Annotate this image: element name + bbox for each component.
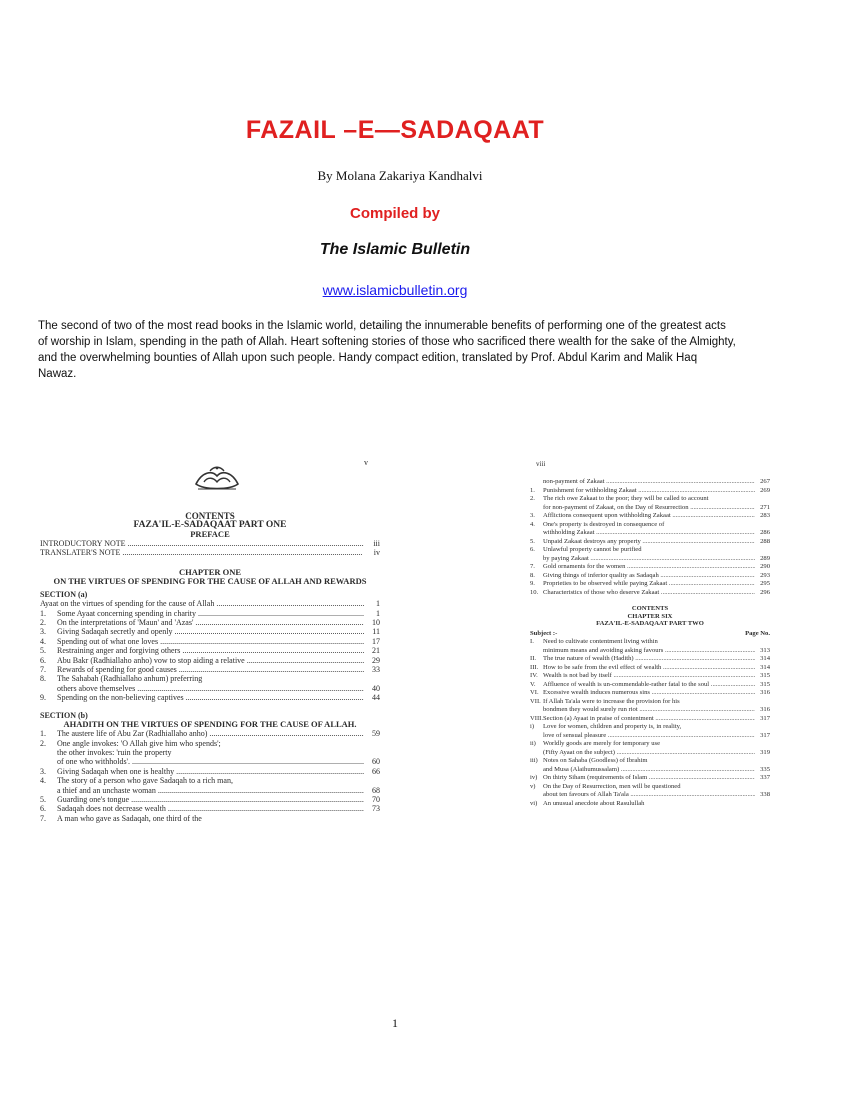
website-link[interactable]: www.islamicbulletin.org <box>322 282 468 298</box>
toc-entry-page: 288 <box>760 537 770 545</box>
toc-entry-number: 7. <box>530 563 535 570</box>
book-description: The second of two of the most read books in the Islamic world, detailing the innumerable benefits of performing one of the greatest acts of worship in Islam, spending in the path of Allah. Heart softening stories of those who sacrificed there wealth for the sake of the Almighty, and the overwhelming bounties of Allah upon such people. Handy compact edition, translated by Prof. Abdul Karim and Malik Haq Nawaz. <box>38 320 736 380</box>
toc-entry-page: 29 <box>372 655 380 665</box>
toc-entry <box>530 757 770 766</box>
toc-entry-page <box>755 740 770 749</box>
toc-entry-text: and Musa (Alaihumussalam) ..... <box>543 766 755 775</box>
toc-entry-number: VII. <box>530 697 541 705</box>
toc-entry-text: Some Ayaat concerning spending in charity ..... <box>57 609 364 618</box>
toc-entry-number: 8. <box>530 571 535 579</box>
toc-entry <box>40 674 380 683</box>
toc-entry-number <box>530 766 543 775</box>
toc-entry <box>40 786 380 795</box>
toc-entry <box>40 618 380 627</box>
toc-entry-number: 8. <box>40 674 46 684</box>
scanned-contents-page-right <box>530 450 770 870</box>
toc-entry-page: 314 <box>760 655 770 662</box>
toc-entry-text: minimum means and avoiding asking favours ..... <box>543 647 755 656</box>
toc-entry-number <box>530 791 543 800</box>
toc-entry-number: 7. <box>40 813 46 823</box>
toc-entry-page: 315 <box>760 672 770 679</box>
toc-entry-page: 335 <box>760 765 770 773</box>
toc-entry-text: Wealth is not bad by itself ..... <box>543 672 755 681</box>
toc-entry-page <box>755 698 770 707</box>
toc-entry-text: bondmen they would surely run riot ..... <box>543 706 755 715</box>
toc-entry <box>530 638 770 647</box>
toc-entry <box>530 791 770 800</box>
document-title: FAZAIL –E—SADAQAAT <box>245 116 545 144</box>
toc-entry-number: 4. <box>40 636 46 646</box>
scanned-contents-page-left <box>40 450 380 870</box>
toc-entry-page: 73 <box>372 804 380 814</box>
publisher-name: The Islamic Bulletin <box>319 241 471 258</box>
toc-entry-page <box>755 546 770 555</box>
toc-column-headers <box>530 630 770 639</box>
toc-entry-number: 5. <box>530 537 535 545</box>
toc-entry-page: 283 <box>760 512 770 519</box>
toc-entry <box>40 646 380 655</box>
toc-entry-text: Afflictions consequent upon withholding Zakaat ..... <box>543 512 755 521</box>
chapter-heading: CHAPTER ONE <box>178 566 242 577</box>
toc-entry-text: Section (a) Ayaat in praise of contentment ..... <box>543 715 755 724</box>
toc-entry-text: Restraining anger and forgiving others ..... <box>57 646 364 655</box>
toc-entry-text: How to be safe from the evil effect of wealth ..... <box>543 664 755 673</box>
toc-entry-page: 315 <box>760 680 770 688</box>
chapter-heading: CHAPTER SIX <box>627 612 673 620</box>
toc-entry-page <box>755 757 770 766</box>
toc-entry-text: The Sahabah (Radhiallaho anhum) preferring <box>57 674 203 684</box>
toc-entry-page <box>364 814 380 823</box>
toc-entry-page <box>364 739 380 748</box>
toc-entry-page: 317 <box>760 731 770 739</box>
toc-entry-text: Guarding one's tongue ..... <box>57 795 364 804</box>
toc-entry-text: Notes on Sahaba (Goodless) of Ibrahim <box>543 757 648 764</box>
toc-entry-page: 66 <box>372 766 380 776</box>
toc-list <box>40 609 380 703</box>
toc-entry <box>530 749 770 758</box>
toc-entry-page <box>755 521 770 530</box>
toc-entry <box>40 684 380 693</box>
toc-entry-number: 6. <box>40 655 46 665</box>
toc-entry <box>40 795 380 804</box>
toc-entry <box>530 589 770 598</box>
toc-entry-number: i) <box>530 723 535 730</box>
toc-entry <box>530 538 770 547</box>
toc-entry <box>530 495 770 504</box>
toc-entry-text: Proprieties to be observed while paying Zakaat ..... <box>543 580 755 589</box>
toc-entry-page: 1 <box>376 608 380 618</box>
toc-entry <box>530 715 770 724</box>
toc-entry-page: 314 <box>760 663 770 671</box>
toc-entry-text: An unusual anecdote about Rasulullah <box>543 799 645 807</box>
toc-entry <box>40 599 380 608</box>
toc-entry-text: Worldly goods are merely for temporary use <box>543 740 661 747</box>
toc-entry-page: 316 <box>760 706 770 713</box>
toc-entry-page: 40 <box>372 683 380 693</box>
toc-entry <box>40 627 380 636</box>
toc-entry-number: v) <box>530 782 536 790</box>
toc-entry-text: The austere life of Abu Zar (Radhiallaho anho) ..... <box>57 729 364 738</box>
toc-entry-page: 271 <box>760 503 770 511</box>
toc-entry-text: The rich owe Zakaat to the poor; they will be called to account <box>543 495 709 502</box>
toc-entry-page: 1 <box>376 599 380 609</box>
toc-entry <box>40 637 380 646</box>
toc-entry-text: Spending on the non-believing captives ..... <box>57 693 364 702</box>
toc-entry <box>530 504 770 513</box>
toc-entry <box>40 767 380 776</box>
toc-entry <box>530 478 770 487</box>
toc-entry <box>40 665 380 674</box>
toc-entry <box>40 548 380 557</box>
toc-entry-page: 295 <box>760 580 770 587</box>
page-no-column-label: Page No. <box>745 629 770 637</box>
toc-entry-text: Giving things of inferior quality as Sadaqah ..... <box>543 572 755 581</box>
toc-entry-number: iii) <box>530 757 538 764</box>
toc-entry <box>530 732 770 741</box>
toc-entry-text: of one who withholds'. ..... <box>57 757 364 766</box>
toc-entry-text: love of sensual pleasure ..... <box>543 732 755 741</box>
contents-heading: CONTENTS <box>631 605 669 612</box>
toc-entry-page <box>755 638 770 647</box>
toc-entry <box>530 766 770 775</box>
toc-entry-number <box>530 647 543 656</box>
toc-entry-text: Excessive wealth induces numerous sins ..... <box>543 689 755 698</box>
toc-entry-page: 290 <box>760 563 770 570</box>
toc-entry <box>40 539 380 548</box>
toc-entry-number: 3. <box>40 627 46 637</box>
toc-entry <box>40 757 380 766</box>
toc-entry-number <box>530 555 543 564</box>
toc-entry-text: the other invokes: 'ruin the property <box>57 747 172 757</box>
toc-entry-text: On the Day of Resurrection, men will be questioned <box>543 782 681 790</box>
toc-entry <box>530 555 770 564</box>
toc-entry-number: 4. <box>530 520 535 528</box>
toc-entry-page: 293 <box>760 571 770 579</box>
toc-entry-text: Unpaid Zakaat destroys any property ..... <box>543 538 755 547</box>
toc-entry-page: 59 <box>372 729 380 739</box>
toc-entry <box>530 563 770 572</box>
toc-entry-number: VIII. <box>530 714 543 722</box>
toc-entry-number <box>40 684 57 693</box>
toc-entry <box>530 698 770 707</box>
toc-entry-number <box>530 478 543 487</box>
toc-list <box>530 478 770 597</box>
toc-entry-number: 6. <box>40 804 46 814</box>
toc-entry <box>530 689 770 698</box>
toc-entry-number: IV. <box>530 672 538 679</box>
toc-entry-text: Affluence of wealth is un-commendable-rather fatal to the soul ..... <box>543 681 755 690</box>
toc-list <box>40 539 380 558</box>
toc-entry-number: ii) <box>530 740 536 747</box>
toc-entry-number <box>40 748 57 757</box>
toc-entry-number: iv) <box>530 774 538 781</box>
toc-entry-page <box>364 748 380 757</box>
toc-entry-number: 3. <box>40 766 46 776</box>
toc-entry-page: 44 <box>372 693 380 703</box>
toc-entry-text: Need to cultivate contentment living within <box>543 638 658 645</box>
toc-list <box>40 599 380 608</box>
toc-entry-text: On thirty Siham (requirements of Islam ..... <box>543 774 755 783</box>
toc-entry <box>530 681 770 690</box>
toc-entry-number: 1. <box>530 486 535 494</box>
author-byline: By Molana Zakariya Kandhalvi <box>317 168 483 183</box>
toc-entry <box>530 580 770 589</box>
toc-entry-page: 319 <box>760 748 770 756</box>
toc-entry <box>40 748 380 757</box>
toc-entry-number: 5. <box>40 646 46 656</box>
toc-entry-number: 5. <box>40 794 46 804</box>
toc-entry-page: 317 <box>760 714 770 722</box>
toc-entry-number: 1. <box>40 729 46 739</box>
toc-entry-text: Punishment for withholding Zakaat ..... <box>543 487 755 496</box>
toc-entry-number <box>530 732 543 741</box>
toc-entry-number: vi) <box>530 799 538 807</box>
page-roman-numeral: viii <box>536 460 546 468</box>
toc-entry-text: Abu Bakr (Radhiallaho anho) vow to stop aiding a relative ..... <box>57 656 364 665</box>
toc-entry-text: non-payment of Zakaat ..... <box>543 478 755 487</box>
toc-entry-page: 269 <box>760 486 770 494</box>
toc-entry <box>530 655 770 664</box>
toc-entry-page <box>755 783 770 792</box>
toc-entry <box>530 783 770 792</box>
toc-entry-number <box>40 757 57 766</box>
toc-entry-number <box>530 504 543 513</box>
toc-entry <box>530 723 770 732</box>
section-title: AHADITH ON THE VIRTUES OF SPENDING FOR THE CAUSE OF ALLAH. <box>63 719 357 730</box>
toc-entry-text: Rewards of spending for good causes ..... <box>57 665 364 674</box>
toc-entry-page: iii <box>373 539 380 548</box>
toc-entry <box>40 804 380 813</box>
toc-entry-page: 316 <box>760 689 770 696</box>
toc-entry-text: withholding Zakaat ..... <box>543 529 755 538</box>
toc-entry <box>530 664 770 673</box>
toc-entry <box>530 706 770 715</box>
toc-entry-number: 9. <box>530 580 535 587</box>
toc-entry-page <box>364 776 380 785</box>
calligraphy-emblem-icon <box>190 462 244 498</box>
toc-entry-page: 10 <box>372 618 380 628</box>
toc-entry <box>40 776 380 785</box>
toc-entry-page: 286 <box>760 529 770 536</box>
toc-entry-number: II. <box>530 655 537 662</box>
toc-entry-text: (Fifty Ayaat on the subject) ..... <box>543 749 755 758</box>
preface-heading: PREFACE <box>190 529 230 539</box>
toc-entry-text: One angle invokes: 'O Allah give him who spends'; <box>57 738 221 748</box>
toc-entry-page <box>755 495 770 504</box>
part-two-heading: FAZA'IL-E-SADAQAAT PART TWO <box>596 620 704 627</box>
toc-entry-text: TRANSLATER'S NOTE ..... <box>40 548 364 557</box>
subject-column-label: Subject :- <box>530 629 558 637</box>
toc-entry-number: 1. <box>40 608 46 618</box>
toc-entry-text: Characteristics of those who deserve Zakaat ..... <box>543 589 755 598</box>
toc-list <box>530 638 770 808</box>
toc-entry-page: iv <box>373 548 380 558</box>
toc-entry-text: If Allah Ta'ala were to increase the provision for his <box>543 697 680 705</box>
toc-entry-number: 10. <box>530 588 539 596</box>
toc-entry-number: 2. <box>40 618 46 628</box>
toc-entry-number: 2. <box>40 738 46 748</box>
toc-entry-page: 337 <box>760 774 770 781</box>
toc-entry-text: On the interpretations of 'Maun' and 'Azas' ..... <box>57 618 364 627</box>
toc-entry-text: others above themselves ..... <box>57 684 364 693</box>
toc-entry <box>530 487 770 496</box>
toc-entry-number: 4. <box>40 776 46 786</box>
toc-entry <box>530 672 770 681</box>
section-heading: SECTION (a) <box>40 589 88 599</box>
toc-entry-text: a thief and an unchaste woman ..... <box>57 786 364 795</box>
toc-entry-number <box>40 786 57 795</box>
toc-entry-page: 267 <box>760 478 770 485</box>
toc-entry-text: Sadaqah does not decrease wealth ..... <box>57 804 364 813</box>
toc-entry <box>40 729 380 738</box>
toc-entry-number: 9. <box>40 693 46 703</box>
toc-entry-number: VI. <box>530 689 539 696</box>
toc-entry <box>40 656 380 665</box>
contents-heading: CONTENTS <box>185 511 235 521</box>
toc-entry-page <box>364 674 380 683</box>
compiled-by-label: Compiled by <box>349 205 440 222</box>
toc-entry-text: Love for women, children and property is, in reality, <box>543 723 682 730</box>
toc-entry-text: Giving Sadaqah when one is healthy ..... <box>57 767 364 776</box>
toc-entry-page <box>755 723 770 732</box>
toc-entry-page: 70 <box>372 794 380 804</box>
toc-entry <box>530 529 770 538</box>
toc-entry <box>530 521 770 530</box>
toc-entry-page: 33 <box>372 665 380 675</box>
toc-entry-page: 338 <box>760 791 770 798</box>
toc-entry-number: III. <box>530 663 539 671</box>
toc-entry-text: Unlawful property cannot be purified <box>543 546 642 553</box>
toc-entry <box>530 740 770 749</box>
toc-entry-text: One's property is destroyed in consequence of <box>543 520 665 528</box>
toc-entry-page: 60 <box>372 757 380 767</box>
toc-entry-number: 3. <box>530 512 535 519</box>
toc-entry-text: Ayaat on the virtues of spending for the cause of Allah ..... <box>40 599 364 608</box>
toc-entry-number: V. <box>530 680 536 688</box>
toc-entry-text: by paying Zakaat ..... <box>543 555 755 564</box>
toc-entry-number: 2. <box>530 495 535 502</box>
toc-entry-page: 313 <box>760 646 770 654</box>
toc-entry <box>530 512 770 521</box>
toc-entry <box>530 774 770 783</box>
toc-entry-number: I. <box>530 638 534 645</box>
toc-entry-number: 6. <box>530 546 535 553</box>
toc-list <box>40 729 380 823</box>
toc-entry-page <box>755 800 770 809</box>
toc-entry-text: for non-payment of Zakaat, on the Day of Resurrection ..... <box>543 504 755 513</box>
toc-entry-number: 7. <box>40 665 46 675</box>
toc-entry <box>530 800 770 809</box>
toc-entry-number <box>530 529 543 538</box>
toc-entry <box>530 647 770 656</box>
toc-entry <box>530 546 770 555</box>
toc-entry-page: 68 <box>372 785 380 795</box>
page-roman-numeral: v <box>364 458 368 467</box>
toc-entry <box>40 814 380 823</box>
toc-entry <box>40 609 380 618</box>
toc-entry-text: Gold ornaments for the women ..... <box>543 563 755 572</box>
toc-entry-text: The true nature of wealth (Hadith) ..... <box>543 655 755 664</box>
toc-entry <box>530 572 770 581</box>
chapter-title: ON THE VIRTUES OF SPENDING FOR THE CAUSE OF ALLAH AND REWARDS <box>53 575 367 586</box>
toc-entry-page: 21 <box>372 646 380 656</box>
part-one-heading: FAZA'IL-E-SADAQAAT PART ONE <box>133 520 287 530</box>
toc-entry-text: Spending out of what one loves ..... <box>57 637 364 646</box>
toc-entry-text: The story of a person who gave Sadaqah to a rich man, <box>57 776 233 786</box>
toc-entry-page: 17 <box>372 636 380 646</box>
toc-entry-text: A man who gave as Sadaqah, one third of the <box>57 813 202 823</box>
toc-entry-number <box>530 706 543 715</box>
toc-entry <box>40 739 380 748</box>
toc-entry-text: about ten favours of Allah Ta'ala ..... <box>543 791 755 800</box>
section-heading: SECTION (b) <box>40 710 88 720</box>
toc-entry-number <box>530 749 543 758</box>
page-number: 1 <box>392 1016 398 1030</box>
toc-entry <box>40 693 380 702</box>
toc-entry-page: 296 <box>760 588 770 596</box>
toc-entry-text: Giving Sadaqah secretly and openly ..... <box>57 627 364 636</box>
toc-entry-page: 11 <box>372 627 380 637</box>
toc-entry-text: INTRODUCTORY NOTE ..... <box>40 539 364 548</box>
toc-entry-page: 289 <box>760 554 770 562</box>
